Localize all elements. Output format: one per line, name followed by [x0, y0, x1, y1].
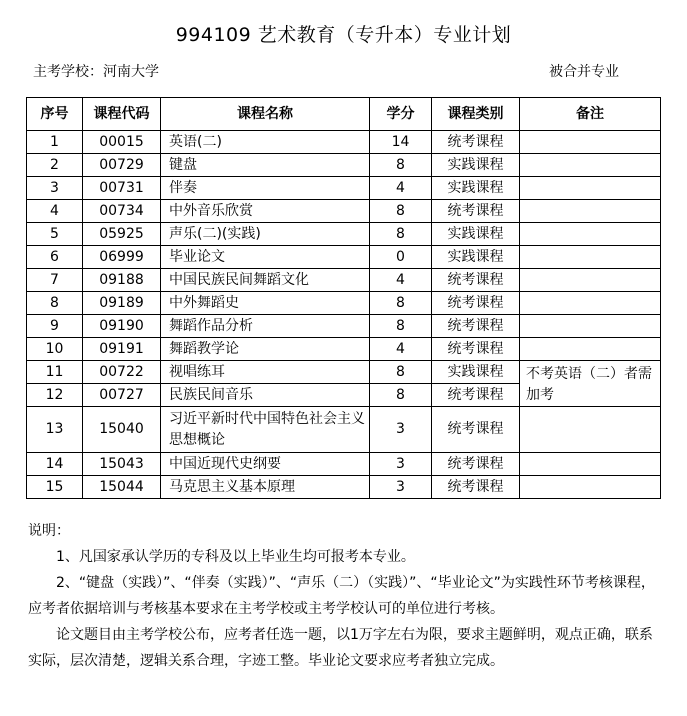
cell-code: 15040: [83, 407, 161, 453]
cell-type: 实践课程: [432, 246, 520, 269]
cell-note: [520, 200, 661, 223]
cell-note: [520, 315, 661, 338]
cell-type: 统考课程: [432, 453, 520, 476]
cell-note-merged: 不考英语（二）者需加考: [520, 361, 661, 407]
course-plan-table: [26, 97, 661, 499]
cell-note: [520, 177, 661, 200]
cell-code: 09190: [83, 315, 161, 338]
cell-code: 00729: [83, 154, 161, 177]
cell-code: 06999: [83, 246, 161, 269]
cell-credit: 8: [370, 223, 432, 246]
cell-name: 中国近现代史纲要: [161, 453, 370, 476]
notes-item-3: 论文题目由主考学校公布，应考者任选一题，以1万字左右为限，要求主题鲜明，观点正确，联系实际，层次清楚，逻辑关系合理，字迹工整。毕业论文要求应考者独立完成。: [28, 627, 653, 669]
cell-credit: 8: [370, 384, 432, 407]
cell-code: 00015: [83, 131, 161, 154]
cell-no: 10: [27, 338, 83, 361]
cell-type: 统考课程: [432, 292, 520, 315]
cell-type: 统考课程: [432, 384, 520, 407]
cell-note: [520, 223, 661, 246]
cell-no: 1: [27, 131, 83, 154]
cell-note: [520, 131, 661, 154]
cell-no: 13: [27, 407, 83, 453]
cell-no: 2: [27, 154, 83, 177]
cell-no: 8: [27, 292, 83, 315]
table-row: [27, 177, 661, 200]
header-no: 序号: [27, 98, 83, 131]
table-row: [27, 338, 661, 361]
table-row: [27, 476, 661, 499]
cell-name: 键盘: [161, 154, 370, 177]
table-row: [27, 407, 661, 453]
cell-no: 4: [27, 200, 83, 223]
notes-item-2: 2、“键盘（实践）”、“伴奏（实践）”、“声乐（二）（实践）”、“毕业论文”为实践性环节考核课程，应考者依据培训与考核基本要求在主考学校或主考学校认可的单位进行考核。: [28, 575, 655, 617]
cell-credit: 0: [370, 246, 432, 269]
cell-name: 伴奏: [161, 177, 370, 200]
cell-no: 7: [27, 269, 83, 292]
table-row: [27, 315, 661, 338]
cell-code: 00731: [83, 177, 161, 200]
notes-heading: 说明：: [28, 523, 70, 539]
notes-section: [28, 518, 660, 674]
cell-name: 中国民族民间舞蹈文化: [161, 269, 370, 292]
cell-name: 中外音乐欣赏: [161, 200, 370, 223]
cell-type: 统考课程: [432, 131, 520, 154]
cell-note: [520, 476, 661, 499]
table-row: [27, 131, 661, 154]
cell-no: 3: [27, 177, 83, 200]
cell-name: 民族民间音乐: [161, 384, 370, 407]
table-row: [27, 292, 661, 315]
cell-no: 9: [27, 315, 83, 338]
cell-credit: 8: [370, 154, 432, 177]
cell-type: 统考课程: [432, 269, 520, 292]
cell-name: 毕业论文: [161, 246, 370, 269]
cell-name: 英语(二): [161, 131, 370, 154]
table-row: [27, 154, 661, 177]
cell-type: 统考课程: [432, 200, 520, 223]
cell-no: 11: [27, 361, 83, 384]
cell-type: 统考课程: [432, 476, 520, 499]
cell-credit: 3: [370, 476, 432, 499]
header-code: 课程代码: [83, 98, 161, 131]
cell-no: 14: [27, 453, 83, 476]
cell-name: 视唱练耳: [161, 361, 370, 384]
table-row: [27, 269, 661, 292]
header-credit: 学分: [370, 98, 432, 131]
cell-credit: 4: [370, 177, 432, 200]
cell-code: 09189: [83, 292, 161, 315]
notes-item-1: 1、凡国家承认学历的专科及以上毕业生均可报考本专业。: [56, 549, 415, 565]
merged-major-label: 被合并专业: [549, 64, 619, 80]
cell-name: 舞蹈教学论: [161, 338, 370, 361]
header-name: 课程名称: [161, 98, 370, 131]
cell-credit: 14: [370, 131, 432, 154]
cell-credit: 8: [370, 361, 432, 384]
cell-credit: 8: [370, 200, 432, 223]
cell-name: 习近平新时代中国特色社会主义思想概论: [161, 407, 370, 453]
cell-note: [520, 453, 661, 476]
page-title: 994109 艺术教育（专升本）专业计划: [175, 24, 512, 46]
cell-type: 实践课程: [432, 223, 520, 246]
cell-credit: 3: [370, 407, 432, 453]
cell-code: 00727: [83, 384, 161, 407]
cell-type: 统考课程: [432, 315, 520, 338]
cell-code: 00734: [83, 200, 161, 223]
table-row: [27, 361, 661, 384]
cell-credit: 4: [370, 338, 432, 361]
table-row: [27, 246, 661, 269]
header-note: 备注: [520, 98, 661, 131]
header-type: 课程类别: [432, 98, 520, 131]
cell-note: [520, 246, 661, 269]
cell-note: [520, 269, 661, 292]
table-row: [27, 453, 661, 476]
cell-name: 中外舞蹈史: [161, 292, 370, 315]
cell-code: 09191: [83, 338, 161, 361]
cell-name: 声乐(二)(实践): [161, 223, 370, 246]
cell-no: 6: [27, 246, 83, 269]
cell-code: 09188: [83, 269, 161, 292]
cell-code: 05925: [83, 223, 161, 246]
cell-credit: 8: [370, 292, 432, 315]
cell-code: 15044: [83, 476, 161, 499]
cell-note: [520, 292, 661, 315]
cell-type: 实践课程: [432, 361, 520, 384]
cell-no: 12: [27, 384, 83, 407]
cell-note: [520, 407, 661, 453]
cell-type: 实践课程: [432, 177, 520, 200]
cell-type: 统考课程: [432, 338, 520, 361]
cell-credit: 8: [370, 315, 432, 338]
cell-credit: 3: [370, 453, 432, 476]
cell-type: 实践课程: [432, 154, 520, 177]
cell-code: 00722: [83, 361, 161, 384]
cell-name: 舞蹈作品分析: [161, 315, 370, 338]
cell-no: 5: [27, 223, 83, 246]
table-row: [27, 223, 661, 246]
table-header-row: [27, 98, 661, 131]
school-label: 主考学校：河南大学: [33, 64, 159, 80]
cell-type: 统考课程: [432, 407, 520, 453]
cell-credit: 4: [370, 269, 432, 292]
cell-no: 15: [27, 476, 83, 499]
table-row: [27, 200, 661, 223]
cell-name: 马克思主义基本原理: [161, 476, 370, 499]
cell-note: [520, 338, 661, 361]
cell-code: 15043: [83, 453, 161, 476]
cell-note: [520, 154, 661, 177]
